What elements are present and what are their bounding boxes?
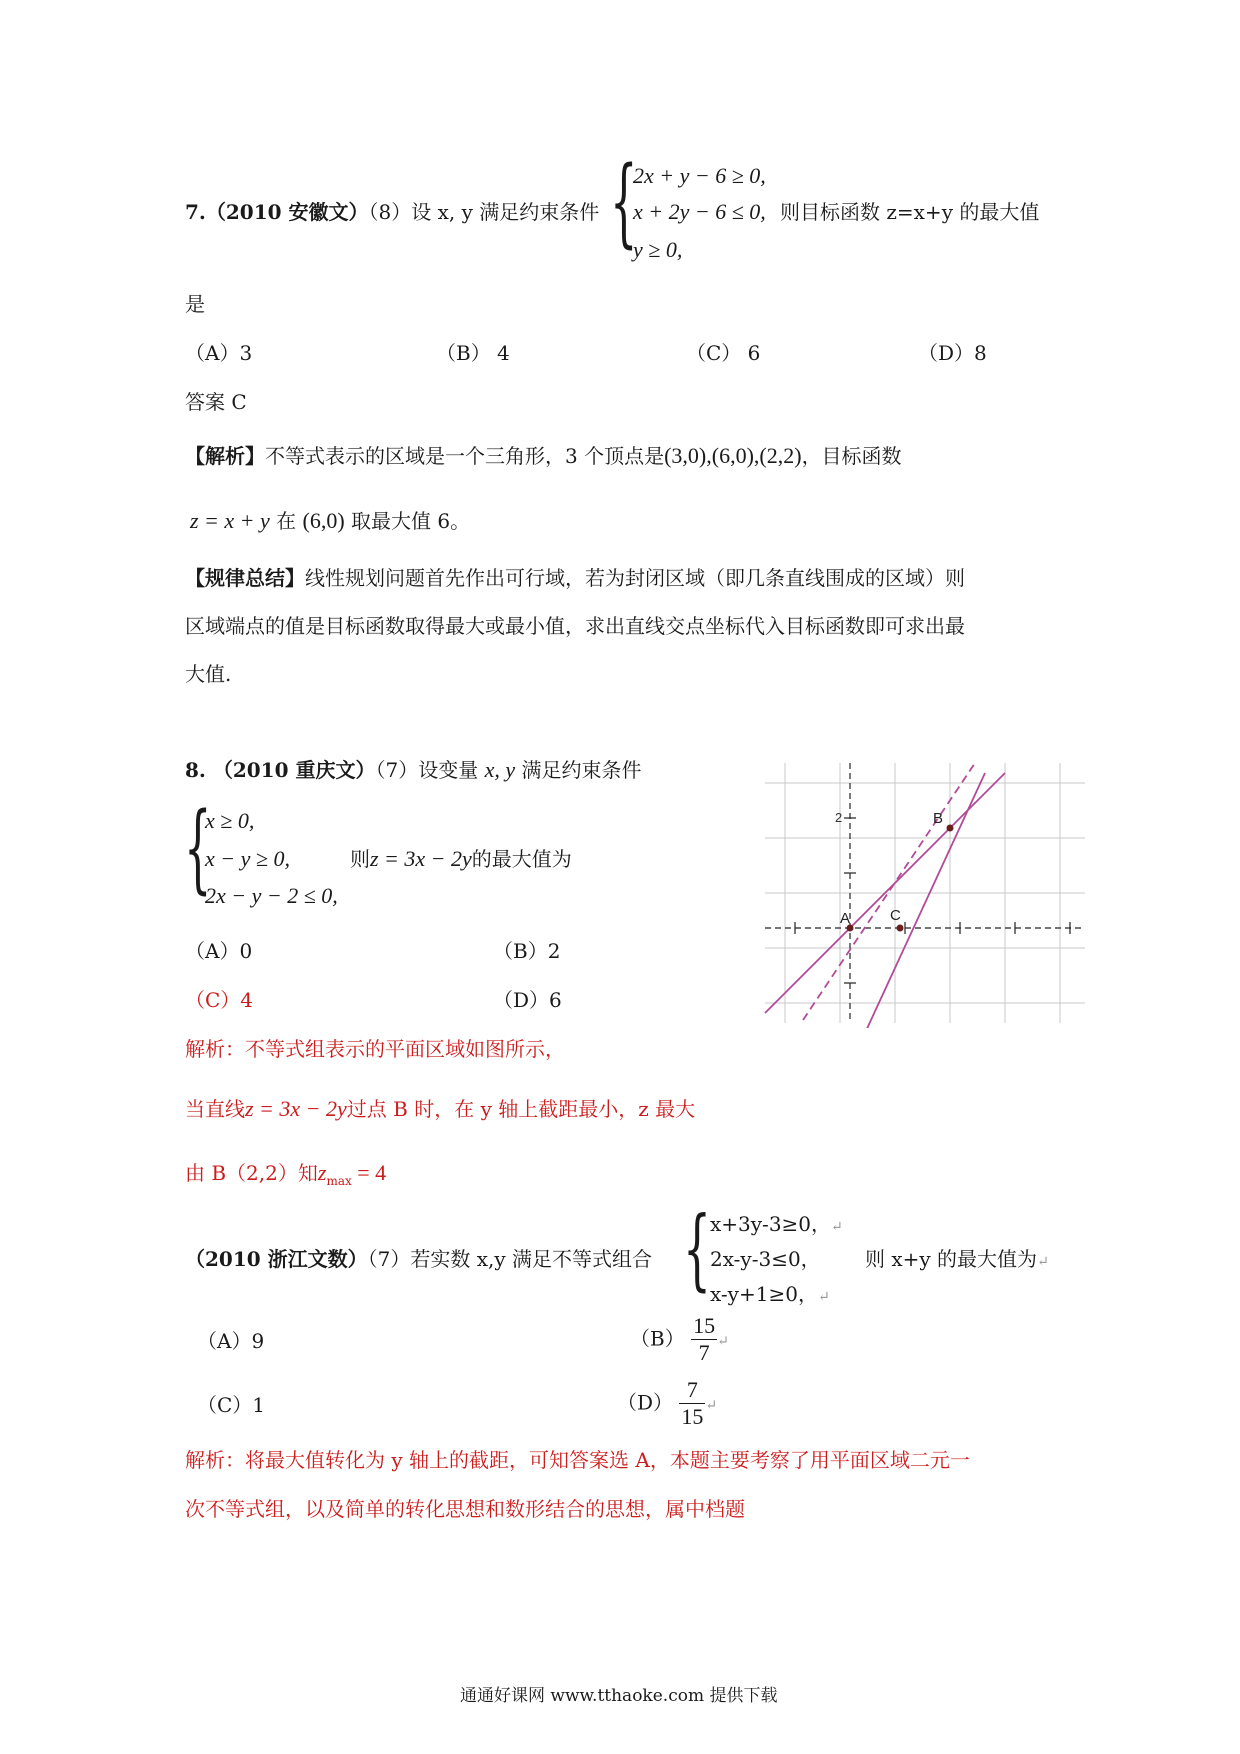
q8-analysis-max: max — [326, 1174, 352, 1188]
q8-pre2: 满足约束条件 — [521, 758, 642, 782]
q8-brace: { — [184, 792, 212, 904]
q7-summary-line-1 — [185, 566, 965, 590]
q7-summary-text-1: 线性规划问题首先作出可行域，若为封闭区域（即几条直线围成的区域）则 — [305, 566, 965, 590]
y-tick-label-2: 2 — [835, 810, 843, 825]
label-a: A — [840, 910, 851, 927]
q7-analysis-points: (3,0),(6,0),(2,2) — [664, 443, 802, 468]
q9-option-d-num: 7 — [679, 1377, 705, 1404]
q8-analysis-text-2a: 当直线 — [185, 1097, 245, 1121]
q9-analysis-line-2: 次不等式组，以及简单的转化思想和数形结合的思想，属中档题 — [185, 1497, 745, 1521]
q7-analysis-text-3c: 取最大值 6。 — [344, 509, 471, 533]
q9-option-b-den: 7 — [698, 1340, 710, 1366]
q8-option-b: （B）2 — [493, 939, 561, 963]
q7-option-d: （D）8 — [918, 341, 987, 365]
q7-analysis-line-1 — [185, 443, 902, 469]
q7-post: 则目标函数 z=x+y 的最大值 — [780, 200, 1040, 224]
q8-label: 8. （2010 重庆文） — [185, 758, 376, 782]
q9-option-b-fraction — [691, 1313, 717, 1367]
point-c — [897, 925, 904, 932]
q9-constraint-2-text: 2x-y-3≤0， — [710, 1247, 821, 1271]
label-b: B — [933, 810, 944, 827]
q9-option-b-label: （B） — [630, 1326, 685, 1351]
q7-summary-tag: 【规律总结】 — [185, 566, 305, 590]
q9-option-d-den: 15 — [681, 1404, 704, 1430]
q7-analysis-text-1: 不等式表示的区域是一个三角形，3 个顶点是 — [265, 444, 665, 468]
q8-vars: x, y — [484, 757, 516, 782]
q7-question-line — [185, 200, 599, 224]
q9-option-b: （B） $\frac{15}{7}$ ↵ — [630, 1313, 729, 1366]
q8-objective: z = 3x − 2y — [370, 846, 472, 871]
q9-analysis-line-1: 解析：将最大值转化为 y 轴上的截距，可知答案选 A，本题主要考察了用平面区域二元一 — [185, 1448, 970, 1472]
graph-grid — [765, 763, 1085, 1023]
q8-analysis-text-3a: 由 B（2,2）知 — [185, 1161, 318, 1185]
q8-option-a: （A）0 — [185, 939, 253, 963]
q9-constraint-1-text: x+3y-3≥0， — [710, 1212, 832, 1236]
q7-constraint-2: x + 2y − 6 ≤ 0, — [633, 199, 766, 224]
q9-option-d-label: （D） — [617, 1390, 674, 1415]
q7-analysis-text-2: ，目标函数 — [801, 444, 902, 468]
q9-option-b-num: 15 — [691, 1313, 717, 1340]
q9-label: （2010 浙江文数） — [185, 1247, 368, 1271]
q8-analysis-line-3 — [185, 1160, 386, 1188]
q7-analysis-point: (6,0) — [302, 508, 345, 533]
q7-constraint-1: 2x + y − 6 ≥ 0, — [633, 163, 766, 188]
q8-constraint-3: 2x − y − 2 ≤ 0, — [205, 883, 338, 908]
q8-analysis-objective: z = 3x − 2y — [245, 1096, 347, 1121]
q9-option-d-fraction — [679, 1377, 705, 1431]
q7-summary-line-2: 区域端点的值是目标函数取得最大或最小值，求出直线交点坐标代入目标函数即可求出最 — [185, 614, 965, 638]
q9-question-line — [185, 1247, 652, 1271]
q9-pre: （7）若实数 x,y 满足不等式组合 — [367, 1247, 653, 1271]
q8-constraint-2: x − y ≥ 0, — [205, 846, 290, 871]
q7-option-b: （B） 4 — [436, 341, 510, 365]
page-footer: 通通好课网 www.tthaoke.com 提供下载 — [460, 1686, 778, 1706]
q7-post2: 是 — [185, 292, 205, 316]
q8-option-d: （D）6 — [493, 988, 562, 1012]
q8-then: 则 — [350, 847, 370, 871]
q8-analysis-z: z — [317, 1160, 327, 1185]
q7-label: 7.（2010 安徽文） — [185, 200, 369, 224]
q8-analysis-line-1: 解析：不等式组表示的平面区域如图所示， — [185, 1037, 565, 1061]
q9-constraint-3: x-y+1≥0，↵ — [710, 1282, 830, 1306]
q8-analysis-line-2 — [185, 1096, 695, 1122]
q8-graph — [760, 758, 1090, 1028]
q8-analysis-text-2c: 过点 B 时，在 y 轴上截距最小，z 最大 — [346, 1097, 696, 1121]
q7-analysis-text-3a: 在 — [269, 509, 303, 533]
q8-question-line — [185, 757, 641, 783]
q9-post: 则 x+y 的最大值为↵ — [865, 1247, 1049, 1271]
axis-ticks — [795, 818, 1070, 983]
q8-constraint-1: x ≥ 0, — [205, 808, 255, 833]
q7-constraint-3: y ≥ 0, — [633, 237, 683, 262]
q8-then2: 的最大值为 — [471, 847, 572, 871]
q9-constraint-1: x+3y-3≥0，↵ — [710, 1212, 843, 1236]
q9-post-text: 则 x+y 的最大值为 — [865, 1247, 1038, 1271]
q9-option-d: （D） $\frac{7}{15}$ ↵ — [617, 1377, 718, 1430]
q8-pre: （7）设变量 — [375, 758, 479, 782]
q8-analysis-value: = 4 — [351, 1160, 387, 1185]
q7-pre: （8）设 x, y 满足约束条件 — [368, 200, 600, 224]
q7-answer: 答案 C — [185, 390, 247, 414]
q7-brace: { — [610, 146, 638, 258]
q7-analysis-tag: 【解析】 — [185, 444, 265, 468]
q8-option-c: （C）4 — [185, 988, 254, 1012]
q9-brace: { — [683, 1197, 711, 1300]
q7-summary-line-3: 大值. — [185, 662, 232, 686]
q7-option-c: （C） 6 — [686, 341, 761, 365]
label-c: C — [890, 907, 901, 924]
q9-constraint-2 — [710, 1247, 821, 1271]
point-b — [947, 825, 954, 832]
q9-option-a: （A）9 — [197, 1329, 265, 1353]
q7-analysis-line-2 — [190, 508, 470, 534]
q7-analysis-objective: z = x + y — [190, 508, 270, 533]
q9-constraint-3-text: x-y+1≥0， — [710, 1282, 818, 1306]
q7-option-a: （A）3 — [185, 341, 253, 365]
q8-objective-line — [350, 846, 572, 872]
q9-option-c: （C）1 — [197, 1393, 266, 1417]
